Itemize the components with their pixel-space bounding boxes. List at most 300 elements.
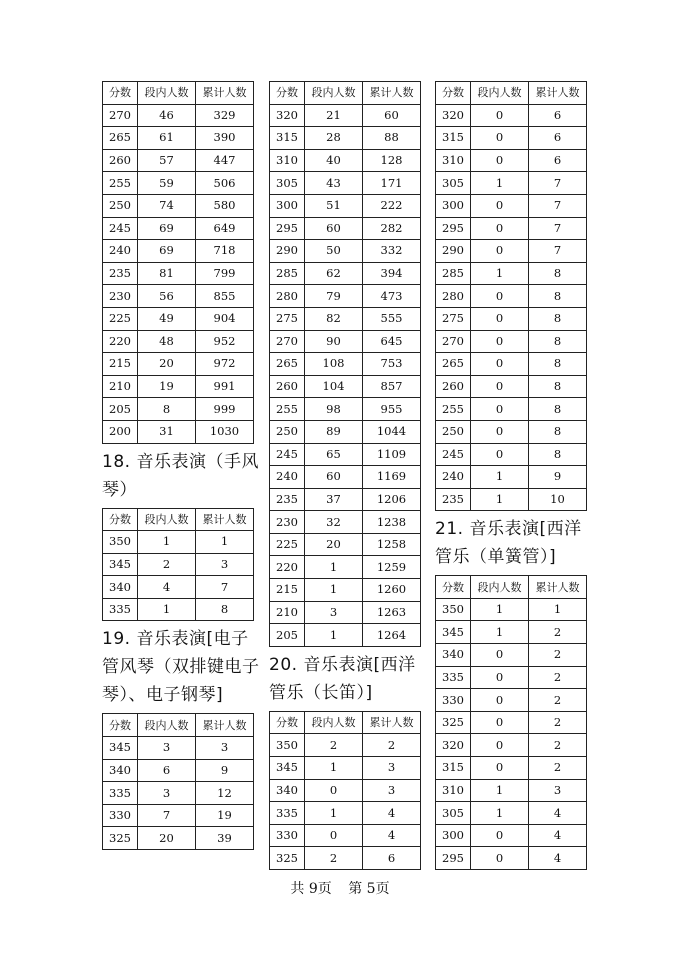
table-cell: 0 xyxy=(471,644,529,667)
table-cell: 43 xyxy=(305,172,363,195)
table-row xyxy=(103,149,254,172)
table-row xyxy=(436,666,587,689)
table-cell: 991 xyxy=(196,375,254,398)
table-row xyxy=(270,420,421,443)
table-cell: 39 xyxy=(196,827,254,850)
table-cell: 1 xyxy=(529,598,587,621)
table-row xyxy=(436,194,587,217)
table-cell: 1 xyxy=(138,531,196,554)
table-row xyxy=(103,737,254,760)
table-row xyxy=(436,443,587,466)
table-cell: 3 xyxy=(529,779,587,802)
table-cell: 12 xyxy=(196,782,254,805)
table-cell: 128 xyxy=(363,149,421,172)
table-row xyxy=(436,757,587,780)
table-cell: 0 xyxy=(471,824,529,847)
table-cell: 235 xyxy=(436,488,471,511)
table-cell: 390 xyxy=(196,127,254,150)
table-cell: 50 xyxy=(305,240,363,263)
table-cell: 350 xyxy=(270,734,305,757)
table-cell: 0 xyxy=(471,307,529,330)
table-cell: 0 xyxy=(471,330,529,353)
table-row xyxy=(436,598,587,621)
table-cell: 1030 xyxy=(196,420,254,443)
table-cell: 62 xyxy=(305,262,363,285)
table-cell: 275 xyxy=(436,307,471,330)
table-cell: 320 xyxy=(436,734,471,757)
table-cell: 345 xyxy=(270,757,305,780)
column-header: 分数 xyxy=(103,714,138,737)
table-row xyxy=(436,711,587,734)
table-row xyxy=(270,734,421,757)
table-cell: 335 xyxy=(103,598,138,621)
table-cell: 1238 xyxy=(363,511,421,534)
table-cell: 98 xyxy=(305,398,363,421)
table-cell: 65 xyxy=(305,443,363,466)
table-row xyxy=(103,420,254,443)
column-header: 段内人数 xyxy=(138,714,196,737)
table-cell: 225 xyxy=(270,533,305,556)
table-row xyxy=(103,330,254,353)
table-row xyxy=(436,307,587,330)
table-header-row xyxy=(270,82,421,105)
table-cell: 315 xyxy=(270,127,305,150)
score-table-21 xyxy=(435,575,587,870)
table-cell: 0 xyxy=(305,779,363,802)
table-cell: 330 xyxy=(270,824,305,847)
table-cell: 649 xyxy=(196,217,254,240)
table-cell: 718 xyxy=(196,240,254,263)
table-cell: 857 xyxy=(363,375,421,398)
table-cell: 81 xyxy=(138,262,196,285)
table-row xyxy=(436,375,587,398)
column-header: 分数 xyxy=(270,82,305,105)
score-table-18 xyxy=(102,508,254,622)
table-cell: 74 xyxy=(138,194,196,217)
table-cell: 340 xyxy=(103,759,138,782)
score-table-20 xyxy=(269,711,421,870)
table-cell: 1 xyxy=(471,488,529,511)
table-cell: 220 xyxy=(270,556,305,579)
table-cell: 0 xyxy=(471,420,529,443)
table-cell: 1258 xyxy=(363,533,421,556)
table-cell: 1 xyxy=(471,598,529,621)
table-row xyxy=(270,375,421,398)
table-cell: 19 xyxy=(196,804,254,827)
table-row xyxy=(270,779,421,802)
table-cell: 2 xyxy=(529,757,587,780)
table-cell: 90 xyxy=(305,330,363,353)
table-row xyxy=(270,398,421,421)
table-cell: 2 xyxy=(529,666,587,689)
table-cell: 753 xyxy=(363,353,421,376)
table-cell: 855 xyxy=(196,285,254,308)
table-cell: 4 xyxy=(363,802,421,825)
table-cell: 3 xyxy=(138,737,196,760)
table-row xyxy=(270,533,421,556)
table-cell: 340 xyxy=(270,779,305,802)
table-cell: 40 xyxy=(305,149,363,172)
table-cell: 245 xyxy=(270,443,305,466)
table-row xyxy=(103,104,254,127)
table-row xyxy=(270,262,421,285)
table-cell: 280 xyxy=(270,285,305,308)
table-cell: 2 xyxy=(529,644,587,667)
table-row xyxy=(103,804,254,827)
table-cell: 4 xyxy=(529,802,587,825)
score-table-19 xyxy=(102,713,254,850)
table-cell: 4 xyxy=(363,824,421,847)
table-cell: 0 xyxy=(471,217,529,240)
table-row xyxy=(270,488,421,511)
table-cell: 210 xyxy=(103,375,138,398)
table-cell: 330 xyxy=(103,804,138,827)
table-cell: 8 xyxy=(529,262,587,285)
table-row xyxy=(103,127,254,150)
table-cell: 2 xyxy=(305,734,363,757)
column-header: 累计人数 xyxy=(363,82,421,105)
column-header: 累计人数 xyxy=(529,82,587,105)
table-cell: 222 xyxy=(363,194,421,217)
section-title-19: 19. 音乐表演[电子管风琴（双排键电子琴）、电子钢琴] xyxy=(102,629,260,706)
table-row xyxy=(270,601,421,624)
table-row xyxy=(436,172,587,195)
table-cell: 60 xyxy=(305,466,363,489)
table-cell: 275 xyxy=(270,307,305,330)
table-cell: 0 xyxy=(471,240,529,263)
table-cell: 325 xyxy=(103,827,138,850)
table-row xyxy=(270,353,421,376)
table-row xyxy=(270,579,421,602)
table-cell: 69 xyxy=(138,217,196,240)
column-header: 分数 xyxy=(103,508,138,531)
table-cell: 0 xyxy=(471,194,529,217)
table-cell: 28 xyxy=(305,127,363,150)
table-row xyxy=(103,759,254,782)
table-row xyxy=(270,802,421,825)
table-row xyxy=(270,194,421,217)
table-header-row xyxy=(270,711,421,734)
table-cell: 305 xyxy=(436,802,471,825)
table-cell: 240 xyxy=(103,240,138,263)
table-cell: 20 xyxy=(305,533,363,556)
table-cell: 79 xyxy=(305,285,363,308)
table-row xyxy=(103,217,254,240)
table-cell: 1 xyxy=(471,466,529,489)
table-cell: 506 xyxy=(196,172,254,195)
table-row xyxy=(103,285,254,308)
table-cell: 335 xyxy=(270,802,305,825)
table-cell: 282 xyxy=(363,217,421,240)
table-cell: 265 xyxy=(103,127,138,150)
table-cell: 215 xyxy=(270,579,305,602)
column-header: 分数 xyxy=(270,711,305,734)
table-cell: 1 xyxy=(471,802,529,825)
table-cell: 49 xyxy=(138,307,196,330)
table-row xyxy=(270,511,421,534)
table-cell: 104 xyxy=(305,375,363,398)
table-cell: 300 xyxy=(436,824,471,847)
table-cell: 0 xyxy=(471,353,529,376)
table-row xyxy=(436,398,587,421)
table-row xyxy=(270,149,421,172)
table-row xyxy=(103,262,254,285)
table-cell: 1 xyxy=(305,556,363,579)
table-cell: 245 xyxy=(436,443,471,466)
column-header: 段内人数 xyxy=(138,508,196,531)
table-cell: 48 xyxy=(138,330,196,353)
table-cell: 1044 xyxy=(363,420,421,443)
table-cell: 2 xyxy=(529,621,587,644)
column-header: 累计人数 xyxy=(529,576,587,599)
table-row xyxy=(436,779,587,802)
table-row xyxy=(103,398,254,421)
table-cell: 260 xyxy=(270,375,305,398)
table-row xyxy=(103,827,254,850)
table-row xyxy=(270,307,421,330)
table-row xyxy=(270,624,421,647)
table-cell: 1260 xyxy=(363,579,421,602)
column-header: 段内人数 xyxy=(305,82,363,105)
column-header: 分数 xyxy=(436,82,471,105)
table-cell: 200 xyxy=(103,420,138,443)
table-cell: 1 xyxy=(138,598,196,621)
table-cell: 2 xyxy=(305,847,363,870)
table-cell: 320 xyxy=(270,104,305,127)
table-cell: 32 xyxy=(305,511,363,534)
column-header: 累计人数 xyxy=(196,82,254,105)
table-cell: 345 xyxy=(103,737,138,760)
table-cell: 60 xyxy=(363,104,421,127)
table-cell: 8 xyxy=(529,398,587,421)
table-cell: 3 xyxy=(196,553,254,576)
table-cell: 57 xyxy=(138,149,196,172)
table-row xyxy=(436,217,587,240)
table-cell: 340 xyxy=(436,644,471,667)
table-cell: 1263 xyxy=(363,601,421,624)
table-row xyxy=(270,285,421,308)
table-cell: 4 xyxy=(529,824,587,847)
table-row xyxy=(270,443,421,466)
table-row xyxy=(103,172,254,195)
table-row xyxy=(103,576,254,599)
table-row xyxy=(436,734,587,757)
table-row xyxy=(103,194,254,217)
table-cell: 37 xyxy=(305,488,363,511)
table-cell: 235 xyxy=(103,262,138,285)
table-cell: 473 xyxy=(363,285,421,308)
table-cell: 310 xyxy=(436,779,471,802)
table-row xyxy=(436,285,587,308)
table-cell: 1 xyxy=(305,802,363,825)
table-row xyxy=(436,824,587,847)
total-pages: 共 9页 xyxy=(290,881,332,897)
table-row xyxy=(436,104,587,127)
table-cell: 108 xyxy=(305,353,363,376)
table-cell: 230 xyxy=(270,511,305,534)
score-table xyxy=(102,81,254,444)
table-cell: 1 xyxy=(305,757,363,780)
table-cell: 329 xyxy=(196,104,254,127)
table-cell: 230 xyxy=(103,285,138,308)
table-cell: 260 xyxy=(436,375,471,398)
table-cell: 335 xyxy=(103,782,138,805)
table-cell: 4 xyxy=(138,576,196,599)
table-cell: 6 xyxy=(529,149,587,172)
table-cell: 447 xyxy=(196,149,254,172)
table-row xyxy=(270,127,421,150)
table-cell: 285 xyxy=(436,262,471,285)
table-cell: 7 xyxy=(529,194,587,217)
table-cell: 2 xyxy=(529,689,587,712)
table-cell: 8 xyxy=(529,353,587,376)
table-cell: 320 xyxy=(436,104,471,127)
table-row xyxy=(270,330,421,353)
column-header: 段内人数 xyxy=(138,82,196,105)
table-cell: 1 xyxy=(305,624,363,647)
table-cell: 325 xyxy=(436,711,471,734)
table-cell: 0 xyxy=(471,104,529,127)
table-cell: 6 xyxy=(529,127,587,150)
table-cell: 250 xyxy=(103,194,138,217)
table-cell: 2 xyxy=(529,734,587,757)
table-cell: 61 xyxy=(138,127,196,150)
table-row xyxy=(436,802,587,825)
table-cell: 1259 xyxy=(363,556,421,579)
table-cell: 305 xyxy=(270,172,305,195)
table-cell: 0 xyxy=(471,734,529,757)
column-header: 分数 xyxy=(436,576,471,599)
score-table xyxy=(269,81,421,647)
table-cell: 350 xyxy=(103,531,138,554)
table-row xyxy=(436,621,587,644)
table-cell: 8 xyxy=(529,375,587,398)
table-cell: 215 xyxy=(103,353,138,376)
table-cell: 0 xyxy=(471,711,529,734)
table-cell: 345 xyxy=(436,621,471,644)
table-cell: 972 xyxy=(196,353,254,376)
table-cell: 1169 xyxy=(363,466,421,489)
table-cell: 310 xyxy=(436,149,471,172)
table-cell: 20 xyxy=(138,353,196,376)
column-header: 累计人数 xyxy=(363,711,421,734)
table-cell: 260 xyxy=(103,149,138,172)
column-header: 段内人数 xyxy=(305,711,363,734)
table-cell: 1 xyxy=(471,779,529,802)
table-row xyxy=(436,644,587,667)
table-cell: 3 xyxy=(305,601,363,624)
table-cell: 1206 xyxy=(363,488,421,511)
table-cell: 59 xyxy=(138,172,196,195)
table-cell: 645 xyxy=(363,330,421,353)
column-header: 段内人数 xyxy=(471,82,529,105)
table-row xyxy=(103,598,254,621)
table-header-row xyxy=(103,82,254,105)
table-cell: 250 xyxy=(436,420,471,443)
table-cell: 8 xyxy=(529,443,587,466)
table-row xyxy=(436,689,587,712)
table-cell: 0 xyxy=(471,757,529,780)
section-title-21: 21. 音乐表演[西洋管乐（单簧管）] xyxy=(435,519,582,568)
table-cell: 240 xyxy=(436,466,471,489)
table-cell: 290 xyxy=(270,240,305,263)
table-cell: 904 xyxy=(196,307,254,330)
table-cell: 280 xyxy=(436,285,471,308)
table-cell: 3 xyxy=(138,782,196,805)
table-row xyxy=(436,127,587,150)
table-cell: 580 xyxy=(196,194,254,217)
current-page: 第 5页 xyxy=(348,881,390,897)
table-cell: 245 xyxy=(103,217,138,240)
table-cell: 295 xyxy=(436,847,471,870)
table-cell: 60 xyxy=(305,217,363,240)
table-cell: 315 xyxy=(436,757,471,780)
table-header-row xyxy=(436,576,587,599)
table-cell: 0 xyxy=(471,443,529,466)
table-cell: 240 xyxy=(270,466,305,489)
table-cell: 270 xyxy=(436,330,471,353)
table-cell: 6 xyxy=(138,759,196,782)
table-row xyxy=(436,353,587,376)
table-row xyxy=(270,757,421,780)
column-2 xyxy=(269,81,420,870)
table-cell: 335 xyxy=(436,666,471,689)
table-cell: 7 xyxy=(196,576,254,599)
table-cell: 1109 xyxy=(363,443,421,466)
table-cell: 7 xyxy=(529,240,587,263)
table-cell: 270 xyxy=(103,104,138,127)
table-cell: 56 xyxy=(138,285,196,308)
table-cell: 0 xyxy=(471,127,529,150)
table-cell: 3 xyxy=(363,779,421,802)
table-cell: 265 xyxy=(270,353,305,376)
table-cell: 1 xyxy=(196,531,254,554)
table-cell: 290 xyxy=(436,240,471,263)
table-row xyxy=(103,531,254,554)
table-cell: 255 xyxy=(270,398,305,421)
table-cell: 89 xyxy=(305,420,363,443)
table-cell: 8 xyxy=(529,307,587,330)
table-row xyxy=(270,240,421,263)
page-footer xyxy=(0,878,680,898)
table-cell: 3 xyxy=(363,757,421,780)
score-table xyxy=(435,81,587,511)
table-cell: 6 xyxy=(529,104,587,127)
table-cell: 1 xyxy=(471,172,529,195)
table-cell: 394 xyxy=(363,262,421,285)
table-cell: 7 xyxy=(529,217,587,240)
table-row xyxy=(103,375,254,398)
table-cell: 1 xyxy=(471,621,529,644)
table-cell: 799 xyxy=(196,262,254,285)
column-header: 累计人数 xyxy=(196,714,254,737)
table-row xyxy=(436,240,587,263)
table-row xyxy=(103,553,254,576)
table-cell: 295 xyxy=(270,217,305,240)
table-cell: 0 xyxy=(471,847,529,870)
table-cell: 82 xyxy=(305,307,363,330)
table-row xyxy=(103,240,254,263)
section-title-18: 18. 音乐表演（手风琴） xyxy=(102,451,259,500)
table-cell: 7 xyxy=(529,172,587,195)
table-cell: 295 xyxy=(436,217,471,240)
table-cell: 952 xyxy=(196,330,254,353)
table-cell: 1264 xyxy=(363,624,421,647)
column-1 xyxy=(102,81,260,850)
table-row xyxy=(270,172,421,195)
table-cell: 955 xyxy=(363,398,421,421)
table-cell: 0 xyxy=(471,689,529,712)
